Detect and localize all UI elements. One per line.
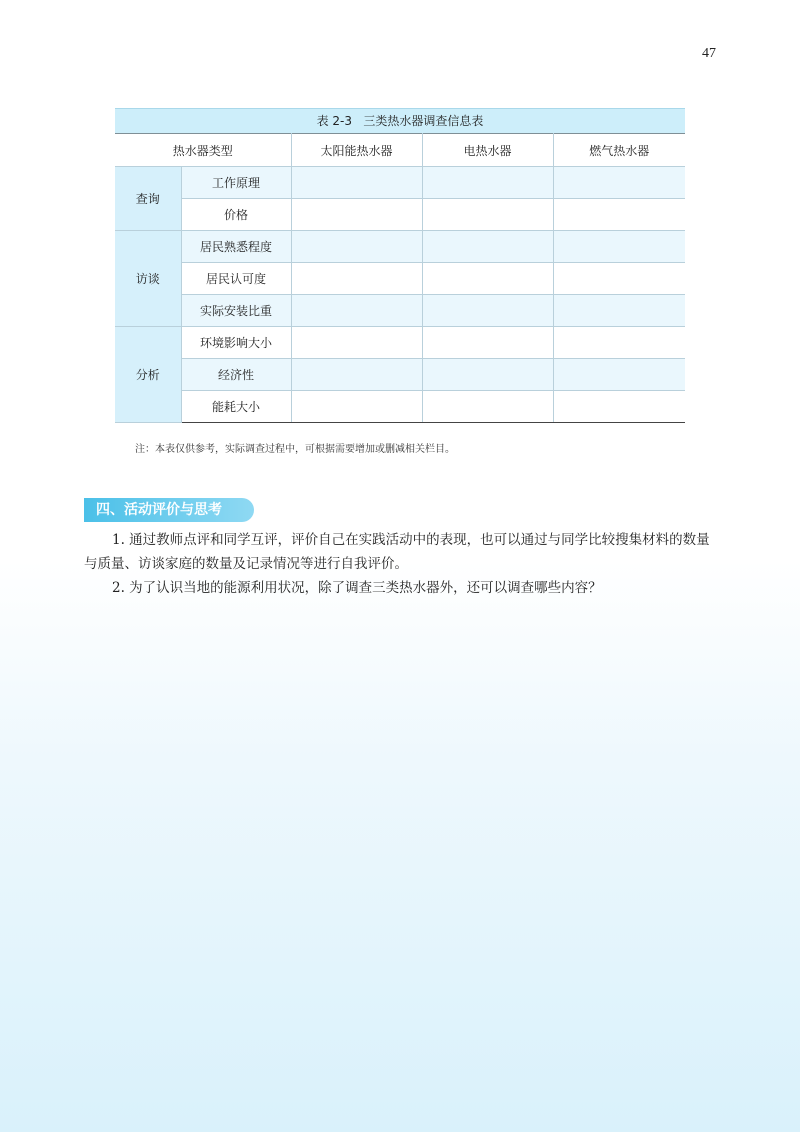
table-cell [422,199,553,231]
paragraph-2: 2. 为了认识当地的能源利用状况，除了调查三类热水器外，还可以调查哪些内容？ [112,580,602,596]
row-label: 经济性 [181,359,291,391]
table-cell [422,295,553,327]
table-row [115,359,685,391]
row-label: 工作原理 [181,167,291,199]
table-row [115,295,685,327]
table-cell [422,391,553,423]
table-cell [291,359,422,391]
row-label: 价格 [181,199,291,231]
table-cell [291,263,422,295]
table-cell [291,295,422,327]
group-interview: 访谈 [115,231,181,327]
row-label: 实际安装比重 [181,295,291,327]
row-label: 能耗大小 [181,391,291,423]
table-caption: 表 2-3 三类热水器调查信息表 [115,108,685,133]
header-solar: 太阳能热水器 [291,134,422,167]
table-cell [422,359,553,391]
group-analysis: 分析 [115,327,181,423]
section-heading: 四、活动评价与思考 [84,498,254,522]
table-cell [422,327,553,359]
table-cell [291,231,422,263]
table-cell [553,167,685,199]
survey-table [115,108,685,423]
row-label: 环境影响大小 [181,327,291,359]
group-query: 查询 [115,167,181,231]
table-cell [291,391,422,423]
table-header-row [115,134,685,167]
table-cell [553,359,685,391]
table-cell [291,327,422,359]
table-row [115,231,685,263]
table-row [115,167,685,199]
header-electric: 电热水器 [422,134,553,167]
table-note: 注：本表仅供参考，实际调查过程中，可根据需要增加或删减相关栏目。 [135,444,455,455]
row-label: 居民熟悉程度 [181,231,291,263]
table-row [115,327,685,359]
table-cell [553,295,685,327]
table-cell [553,231,685,263]
table-cell [291,199,422,231]
table-cell [422,231,553,263]
table-row [115,263,685,295]
row-label: 居民认可度 [181,263,291,295]
table-cell [422,263,553,295]
table-cell [422,167,553,199]
table-row [115,391,685,423]
paragraph-1: 1. 通过教师点评和同学互评，评价自己在实践活动中的表现，也可以通过与同学比较搜集材料的数量与质量、访谈家庭的数量及记录情况等进行自我评价。 [84,532,710,572]
table-cell [553,391,685,423]
table-row [115,199,685,231]
table-cell [553,263,685,295]
page-number: 47 [702,46,716,61]
table-cell [553,327,685,359]
table-cell [553,199,685,231]
header-gas: 燃气热水器 [553,134,685,167]
table-cell [291,167,422,199]
header-type: 热水器类型 [115,134,291,167]
